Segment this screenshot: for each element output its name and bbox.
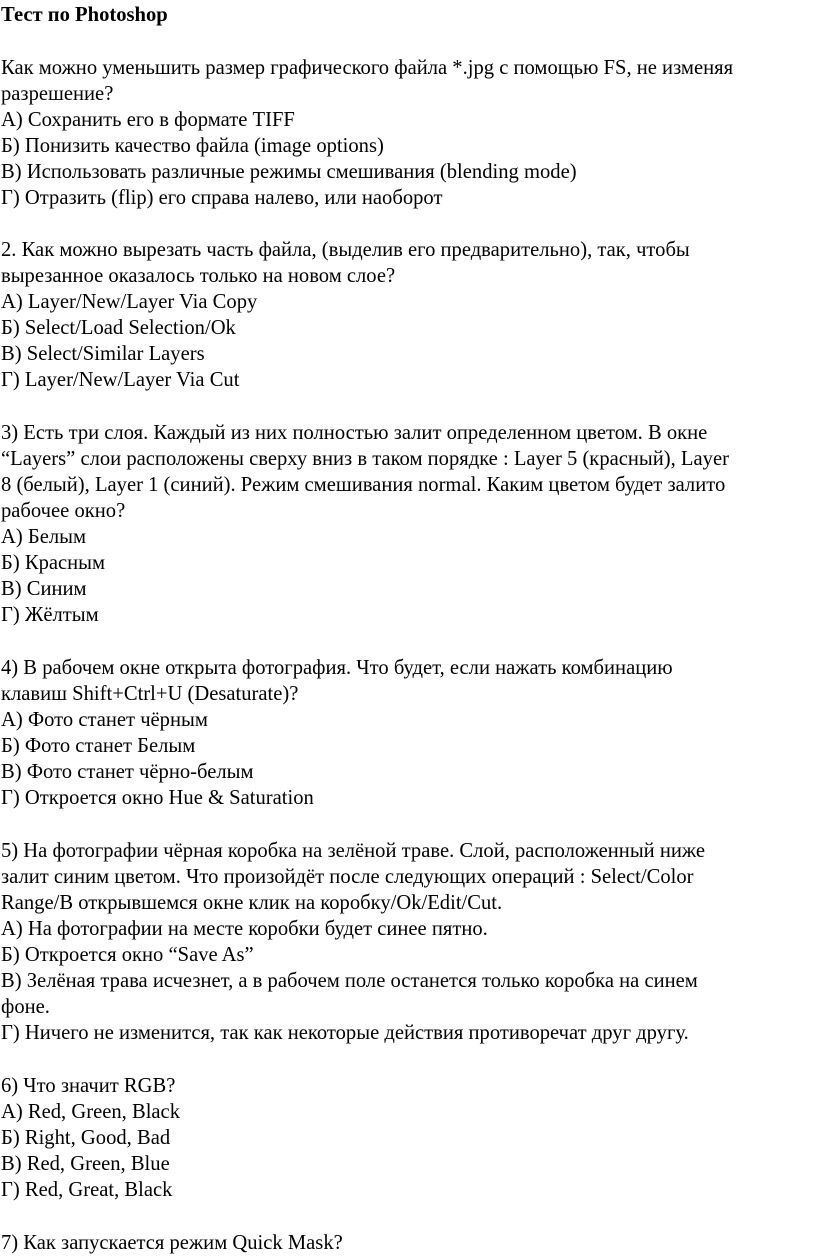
answer-option: А) Фото станет чёрным [1, 709, 208, 731]
answer-option: Б) Красным [1, 552, 106, 574]
answer-option-continuation: фоне. [1, 996, 50, 1018]
question-prompt-line: 3) Есть три слоя. Каждый из них полностью залит определенном цветом. В окне [1, 422, 708, 444]
answer-option: Г) Ничего не изменится, так как некоторые действия противоречат друг другу. [1, 1022, 689, 1044]
document-title: Тест по Photoshop [1, 4, 168, 26]
question-prompt-line: 4) В рабочем окне открыта фотография. Что будет, если нажать комбинацию [1, 657, 673, 679]
answer-option: В) Синим [1, 578, 87, 600]
question-prompt-line: Как можно уменьшить размер графического файла *.jpg с помощью FS, не изменяя [1, 57, 734, 79]
question-prompt-line: рабочее окно? [1, 500, 126, 522]
answer-option: Г) Отразить (flip) его справа налево, или наоборот [1, 187, 443, 209]
question-prompt-line: 2. Как можно вырезать часть файла, (выделив его предварительно), так, чтобы [1, 239, 690, 261]
answer-option: Б) Откроется окно “Save As” [1, 944, 254, 966]
answer-option: Б) Select/Load Selection/Ok [1, 317, 236, 339]
answer-option: Г) Откроется окно Hue & Saturation [1, 787, 314, 809]
question-prompt-line: залит синим цветом. Что произойдёт после следующих операций : Select/Color [1, 866, 694, 888]
answer-option: А) На фотографии на месте коробки будет синее пятно. [1, 918, 488, 940]
answer-option: Г) Жёлтым [1, 604, 99, 626]
answer-option: В) Select/Similar Layers [1, 343, 205, 365]
answer-option: А) Белым [1, 526, 86, 548]
answer-option: А) Сохранить его в формате TIFF [1, 109, 295, 131]
answer-option: Б) Фото станет Белым [1, 735, 196, 757]
question-prompt-line: “Layers” слои расположены сверху вниз в таком порядке : Layer 5 (красный), Layer [1, 448, 729, 470]
answer-option: Б) Понизить качество файла (image options) [1, 135, 384, 157]
question-prompt-line: разрешение? [1, 83, 114, 105]
answer-option: А) Red, Green, Black [1, 1101, 180, 1123]
question-prompt-line: клавиш Shift+Ctrl+U (Desaturate)? [1, 683, 299, 705]
question-prompt-line: 6) Что значит RGB? [1, 1075, 176, 1097]
question-prompt-line: Range/В открывшемся окне клик на коробку/Ok/Edit/Cut. [1, 892, 503, 914]
question-prompt-line: 7) Как запускается режим Quick Mask? [1, 1232, 343, 1254]
question-prompt-line: вырезанное оказалось только на новом слое? [1, 265, 396, 287]
answer-option: В) Зелёная трава исчезнет, а в рабочем поле останется только коробка на синем [1, 970, 698, 992]
question-prompt-line: 5) На фотографии чёрная коробка на зелёной траве. Слой, расположенный ниже [1, 840, 705, 862]
answer-option: А) Layer/New/Layer Via Copy [1, 291, 258, 313]
answer-option: В) Использовать различные режимы смешивания (blending mode) [1, 161, 577, 183]
answer-option: Б) Right, Good, Bad [1, 1127, 171, 1149]
question-prompt-line: 8 (белый), Layer 1 (синий). Режим смешивания normal. Каким цветом будет залито [1, 474, 726, 496]
answer-option: Г) Red, Great, Black [1, 1179, 173, 1201]
answer-option: В) Фото станет чёрно-белым [1, 761, 254, 783]
answer-option: Г) Layer/New/Layer Via Cut [1, 369, 240, 391]
answer-option: В) Red, Green, Blue [1, 1153, 170, 1175]
